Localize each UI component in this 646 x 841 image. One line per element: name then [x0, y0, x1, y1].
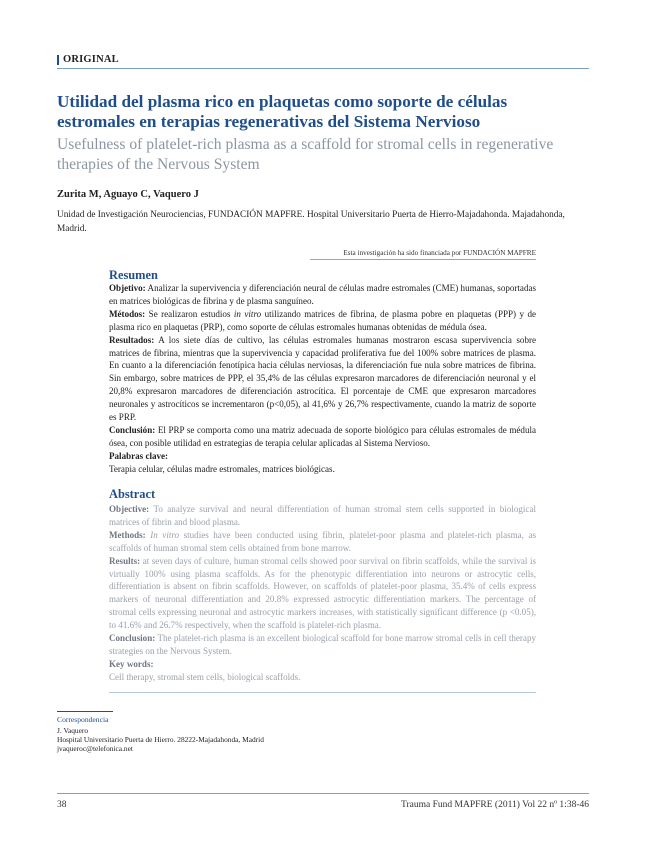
correspondence-name: J. Vaquero: [57, 726, 89, 735]
methods-italic: In vitro: [150, 529, 180, 540]
resumen-objetivo: [109, 282, 536, 308]
section-label: [57, 54, 119, 65]
methods-text: studies have been conducted using fibrin, platelet-poor plasma and platelet-rich plasma, as scaffolds of human stromal stem cells obtained from bone marrow.: [109, 529, 536, 553]
funding-rule: [310, 259, 536, 260]
metodos-text-b: utilizando matrices de fibrina, de plasma pobre en plaquetas (PPP) y de plasma rico en plaquetas (PRP), como soporte de células estromales humanas obtenidas de médula ósea.: [109, 308, 537, 332]
abstract-rule: [109, 692, 536, 693]
conclusion-label: Conclusión:: [109, 424, 156, 435]
conclusion-text-en: The platelet-rich plasma is an excellent biological scaffold for bone marrow stromal cells in cell therapy strategies on the Nervous System.: [109, 633, 536, 656]
correspondence-rule: [57, 711, 113, 712]
metodos-text-a: Se realizaron estudios: [148, 308, 231, 319]
section-marker: [57, 55, 59, 65]
objetivo-label: Objetivo:: [109, 283, 146, 293]
resumen-keywords-label: [109, 450, 536, 463]
results-label: Results:: [109, 555, 141, 566]
abstract-heading: Abstract: [109, 487, 156, 501]
title-english: Usefulness of platelet-rich plasma as a scaffold for stromal cells in regenerative therapies of the Nervous System: [57, 136, 554, 173]
resumen-conclusion: [109, 424, 536, 450]
metodos-label: Métodos:: [109, 308, 146, 319]
resultados-text: A los siete días de cultivo, las células estromales humanas mostraron escasa supervivencia sobre matrices de fibrina, mientras que la supervivencia y capacidad proliferativa fue del 100% sobre matrices de plasma. En cuanto a la diferenciación fenotípica hacia células nerviosas, la diferenciación fue nula sobre matrices de fibrina. Sin embargo, sobre matrices de PPP, el 35,4% de las células expresaron marcadores de diferenciación neuronal y el 20,8% expresaron marcadores de diferenciación astrocítica. El porcentaje de CME que expresaron marcadores neuronales y astrocíticos se incrementaron (p<0,05), al 41,6% y 26,7% respectivamente, cuando la matriz de soporte es PRP.: [109, 334, 536, 423]
keywords-label: Palabras clave:: [109, 450, 169, 461]
correspondence-heading: Correspondencia: [57, 715, 109, 724]
abstract-keywords-label: [109, 658, 536, 671]
affiliation: Unidad de Investigación Neurociencias, FUNDACIÓN MAPFRE. Hospital Universitario Puerta de Hierro-Majadahonda. Majadahonda, Madrid.: [57, 210, 565, 234]
page-number: 38: [57, 800, 67, 810]
conclusion-text: El PRP se comporta como una matriz adecuada de soporte biológico para células estromales de médula ósea, con posible utilidad en estrategias de terapia celular aplicadas al Sistema Nervioso.: [109, 424, 536, 448]
abstract-body: [109, 503, 536, 684]
methods-label: Methods:: [109, 529, 146, 540]
results-text: at seven days of culture, human stromal cells showed poor survival on fibrin scaffolds, while the survival is virtually 100% using plasma scaffolds. As for the phenotypic differentiation into neurons or astrocytic cells, differentiation is absent on fibrin scaffolds. However, on scaffolds of platelet-poor plasma, 35.4% of cells express markers of neuronal differentiation and 20.8% expressed astrocytic differentiation markers. The percentage of stromal cells expressing neuronal and astrocytic markers increases, with statistically significant difference (p <0.05), to 41.6% and 26.7% respectively, when the scaffold is platelet-rich plasma.: [109, 555, 536, 631]
objective-label: Objective:: [109, 504, 150, 514]
objective-text: To analyze survival and neural differentiation of human stromal stem cells supported in biological matrices of fibrin and blood plasma.: [109, 504, 536, 527]
metodos-italic: in vitro: [233, 308, 262, 319]
funding-note: Esta investigación ha sido financiada por FUNDACIÓN MAPFRE: [343, 249, 536, 257]
keywords-label-en: Key words:: [109, 658, 154, 669]
correspondence-email[interactable]: jvaqueroc@telefonica.net: [57, 744, 133, 753]
resultados-label: Resultados:: [109, 334, 155, 345]
header-rule: [57, 68, 589, 69]
resumen-keywords: Terapia celular, células madre estromales, matrices biológicas.: [109, 463, 335, 474]
abstract-results: [109, 555, 536, 632]
authors: Zurita M, Aguayo C, Vaquero J: [57, 189, 199, 200]
title-spanish: Utilidad del plasma rico en plaquetas como soporte de células estromales en terapias regenerativas del Sistema Nervioso: [57, 92, 508, 131]
abstract-conclusion: [109, 632, 536, 658]
conclusion-label-en: Conclusion:: [109, 633, 156, 644]
resumen-resultados: [109, 334, 536, 424]
resumen-metodos: [109, 308, 536, 334]
resumen-body: [109, 282, 536, 476]
abstract-methods: [109, 529, 536, 555]
journal-citation: Trauma Fund MAPFRE (2011) Vol 22 nº 1:38-46: [401, 800, 589, 810]
footer-rule: [57, 793, 589, 794]
correspondence-address: Hospital Universitario Puerta de Hierro. 28222-Majadahonda, Madrid: [57, 735, 264, 744]
resumen-heading: Resumen: [109, 268, 158, 282]
objetivo-text: Analizar la supervivencia y diferenciación neural de células madre estromales (CME) humanas, soportadas en matrices biológicas de fibrina y de plasma sanguíneo.: [109, 283, 537, 306]
abstract-keywords: Cell therapy, stromal stem cells, biological scaffolds.: [109, 671, 301, 682]
abstract-objective: [109, 503, 536, 529]
section-label-text: ORIGINAL: [63, 54, 119, 65]
